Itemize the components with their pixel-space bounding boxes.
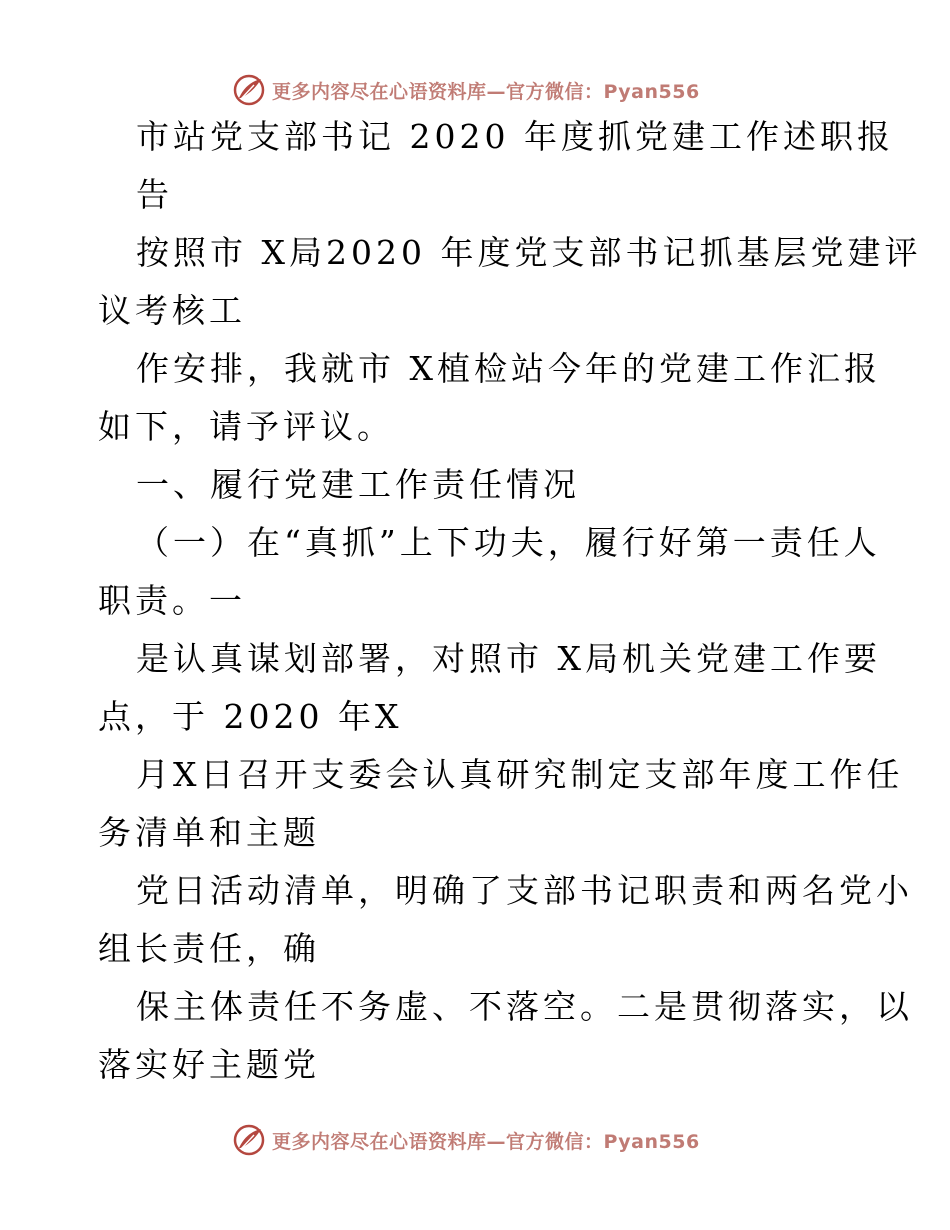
text-line: （一）在“真抓”上下功夫，履行好第一责任人 [136,523,881,562]
text-line: 告 [136,175,173,214]
text-line: 党日活动清单，明确了支部书记职责和两名党小 [136,871,913,910]
text-line: 月X日召开支委会认真研究制定支部年度工作任 [136,755,904,794]
header-watermark-banner [232,72,712,108]
text-line: 议考核工 [98,291,246,330]
document-body [98,117,922,1104]
text-line: 职责。一 [98,581,246,620]
header-watermark-text: 更多内容尽在心语资料库—官方微信：Pyan556 [272,80,700,103]
text-line: 务清单和主题 [98,813,320,852]
text-line: 按照市 X局2020 年度党支部书记抓基层党建评 [136,233,922,272]
text-line: 是认真谋划部署，对照市 X局机关党建工作要 [136,639,881,678]
text-line: 市站党支部书记 2020 年度抓党建工作述职报 [136,117,894,156]
text-line: 点，于 2020 年X [98,697,403,736]
text-line: 落实好主题党 [98,1045,320,1084]
footer-watermark-text: 更多内容尽在心语资料库—官方微信：Pyan556 [272,1130,700,1153]
footer-watermark-banner [232,1122,712,1158]
text-line: 作安排，我就市 X植检站今年的党建工作汇报 [136,349,881,388]
feather-logo-icon [232,1123,266,1157]
text-line: 如下，请予评议。 [98,407,394,446]
feather-logo-icon [232,73,266,107]
text-line: 组长责任，确 [98,929,320,968]
text-line: 保主体责任不务虚、不落空。二是贯彻落实，以 [136,987,913,1026]
text-line: 一、履行党建工作责任情况 [136,465,580,504]
